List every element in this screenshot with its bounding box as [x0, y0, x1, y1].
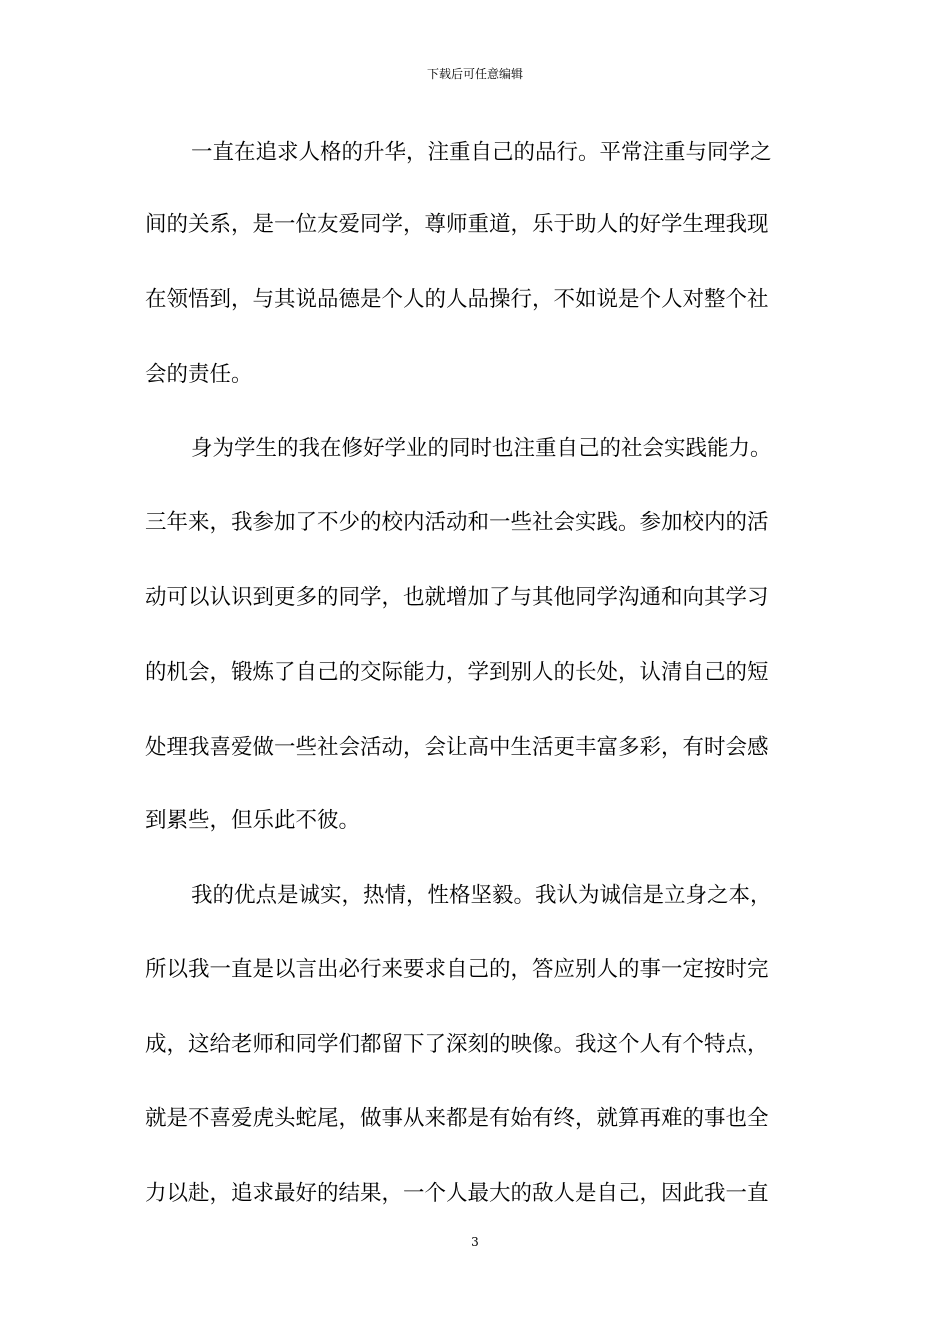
text-line: 所以我一直是以言出必行来要求自己的，答应别人的事一定按时完: [145, 957, 769, 982]
text-line: 身为学生的我在修好学业的同时也注重自己的社会实践能力。: [191, 436, 772, 461]
page-header: 下载后可任意编辑: [426, 67, 523, 81]
text-line: 间的关系，是一位友爱同学，尊师重道，乐于助人的好学生理我现: [145, 212, 769, 237]
text-line: 处理我喜爱做一些社会活动，会让高中生活更丰富多彩，有时会感: [145, 735, 769, 760]
text-line: 就是不喜爱虎头蛇尾，做事从来都是有始有终，就算再难的事也全: [145, 1106, 769, 1131]
text-line: 成，这给老师和同学们都留下了深刻的映像。我这个人有个特点，: [145, 1032, 769, 1057]
text-line: 在领悟到，与其说品德是个人的人品操行，不如说是个人对整个社: [145, 287, 769, 312]
text-line: 会的责任。: [145, 362, 253, 387]
text-line: 力以赴，追求最好的结果，一个人最大的敌人是自己，因此我一直: [145, 1181, 769, 1206]
text-line: 三年来，我参加了不少的校内活动和一些社会实践。参加校内的活: [145, 510, 769, 535]
text-line: 我的优点是诚实，热情，性格坚毅。我认为诚信是立身之本，: [191, 883, 772, 908]
text-line: 动可以认识到更多的同学，也就增加了与其他同学沟通和向其学习: [145, 585, 769, 610]
text-line: 到累些，但乐此不彼。: [145, 808, 361, 833]
text-line: 一直在追求人格的升华，注重自己的品行。平常注重与同学之: [191, 140, 772, 165]
page-number: 3: [471, 1235, 479, 1249]
text-line: 的机会，锻炼了自己的交际能力，学到别人的长处，认清自己的短: [145, 660, 769, 685]
